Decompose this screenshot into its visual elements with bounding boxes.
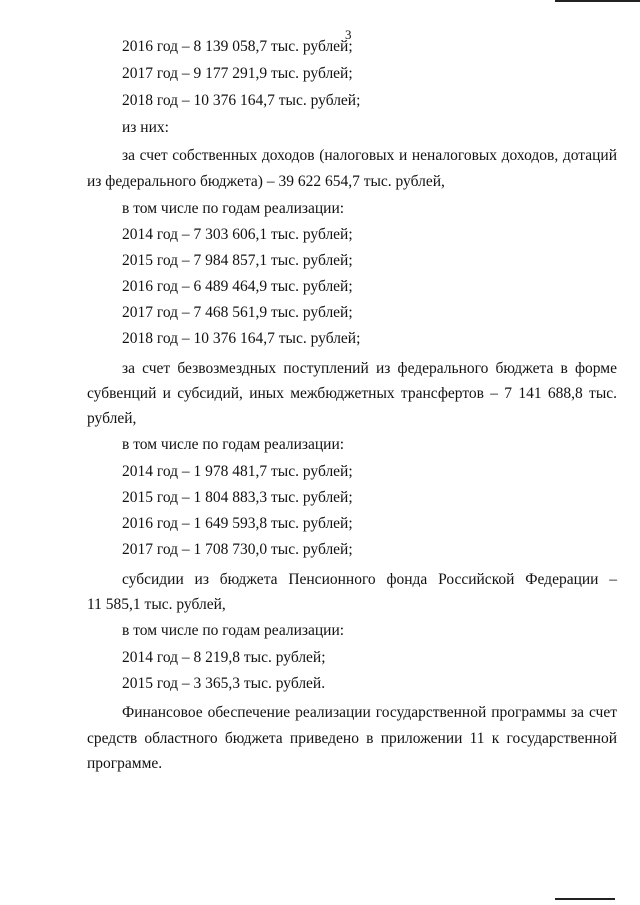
text-line: 2015 год – 3 365,3 тыс. рублей.	[122, 675, 326, 692]
text-line: рублей,	[87, 410, 137, 427]
text-line: из них:	[122, 119, 169, 136]
text-line: 2016 год – 1 649 593,8 тыс. рублей;	[122, 515, 353, 532]
text-line: Финансовое обеспечение реализации государственной программы за счет	[122, 704, 617, 721]
text-line: 2016 год – 8 139 058,7 тыс. рублей;	[122, 38, 353, 55]
scan-mark-top	[555, 0, 640, 2]
page-number: 3	[345, 27, 352, 42]
text-line: в том числе по годам реализации:	[122, 200, 345, 217]
text-line: программе.	[87, 755, 163, 772]
text-line: 2014 год – 8 219,8 тыс. рублей;	[122, 649, 326, 666]
text-line: в том числе по годам реализации:	[122, 436, 345, 453]
text-line: 2015 год – 7 984 857,1 тыс. рублей;	[122, 252, 353, 269]
text-line: субвенций и субсидий, иных межбюджетных трансфертов – 7 141 688,8 тыс.	[87, 385, 617, 402]
text-line: 2017 год – 9 177 291,9 тыс. рублей;	[122, 65, 353, 82]
text-line: 2018 год – 10 376 164,7 тыс. рублей;	[122, 330, 361, 347]
text-line: 2017 год – 7 468 561,9 тыс. рублей;	[122, 304, 353, 321]
scan-mark-bottom	[555, 898, 615, 900]
text-line: 2017 год – 1 708 730,0 тыс. рублей;	[122, 541, 353, 558]
text-line: субсидии из бюджета Пенсионного фонда Российской Федерации –	[122, 571, 617, 588]
text-line: в том числе по годам реализации:	[122, 622, 345, 639]
text-line: 2016 год – 6 489 464,9 тыс. рублей;	[122, 278, 353, 295]
text-line: за счет безвозмездных поступлений из федерального бюджета в форме	[122, 360, 617, 377]
text-line: за счет собственных доходов (налоговых и неналоговых доходов, дотаций	[122, 147, 617, 164]
text-line: из федерального бюджета) – 39 622 654,7 тыс. рублей,	[87, 173, 445, 190]
text-line: 11 585,1 тыс. рублей,	[87, 596, 226, 613]
text-line: 2015 год – 1 804 883,3 тыс. рублей;	[122, 489, 353, 506]
text-line: 2018 год – 10 376 164,7 тыс. рублей;	[122, 92, 361, 109]
text-line: 2014 год – 1 978 481,7 тыс. рублей;	[122, 463, 353, 480]
text-line: средств областного бюджета приведено в приложении 11 к государственной	[87, 730, 617, 747]
text-line: 2014 год – 7 303 606,1 тыс. рублей;	[122, 226, 353, 243]
